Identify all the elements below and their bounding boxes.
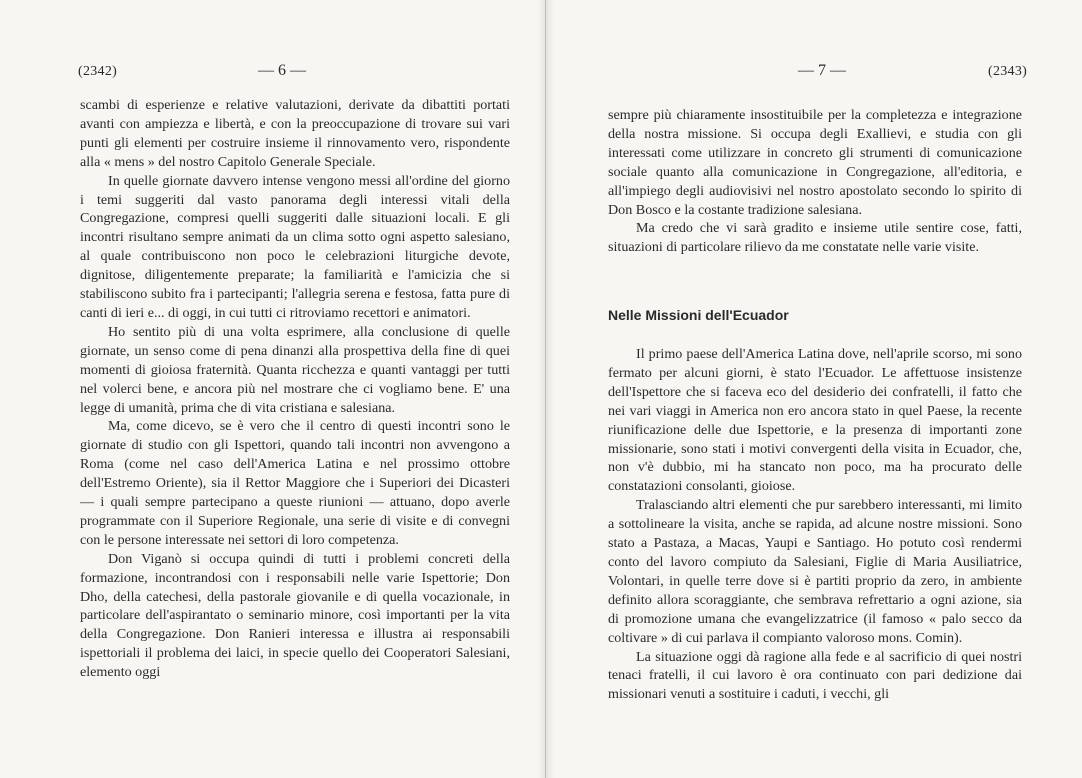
left-body-text — [80, 96, 510, 682]
paragraph: In quelle giornate davvero intense vengono messi all'ordine del giorno i temi suggeriti dal vasto panorama degli interessi vitali della Congregazione, compresi quelli suggeriti dalle situazioni locali. E gli incontri risultano sempre animati da un clima sotto ogni aspetto salesiano, al quale contribuiscono non poco le celebrazioni liturgiche devote, dignitose, diligentemente preparate; la familiarità e l'amicizia che si stabiliscono subito fra i partecipanti; l'allegria serena e festosa, fatta pure di canti di ieri e... di oggi, in cui tutti ci ritroviamo recettori e animatori. — [80, 172, 510, 321]
paragraph: sempre più chiaramente insostituibile per la completezza e integrazione della nostra missione. Si occupa degli Exallievi, e studia con gli interessati come utilizzare in concreto gli strumenti di comunicazione sociale quanto alla comunicazione in Congregazione, all'editoria, e all'impiego degli audiovisivi nel nostro apostolato secondo lo spirito di Don Bosco e la costante tradizione salesiana. — [608, 107, 1022, 218]
right-archive-number: (2343) — [988, 64, 1028, 79]
paragraph: Il primo paese dell'America Latina dove, nell'aprile scorso, mi sono fermato per alcuni giorni, è stato l'Ecuador. Le affettuose insistenze dell'Ispettore che si faceva eco del desiderio dei confratelli, il fatto che nei vari viaggi in America non ero ancora stato in quel Paese, la recente riunificazione delle due Ispettorie, e la presenza di importanti zone missionarie, sono stati i motivi convergenti della visita in Ecuador, che, non v'è dubbio, mi ha stancato non poco, ma ha procurato delle constatazioni consolanti, gioiose. — [608, 346, 1022, 495]
paragraph: Tralasciando altri elementi che pur sarebbero interessanti, mi limito a sottolineare la visita, anche se rapida, ad alcune nostre missioni. Sono stato a Pastaza, a Macas, Yaupi e Santiago. Ho potuto così rendermi conto del lavoro compiuto da Salesiani, Figlie di Maria Ausiliatrice, Volontari, in quelle terre dove si è partiti proprio da zero, in ambiente definito allora scoraggiante, che sembrava refrettario a ogni azione, sia di promozione umana che evangelizzatrice (il famoso « palo secco da coltivare » di cui parlava il compianto valoroso mons. Comin). — [608, 497, 1022, 646]
right-page — [546, 0, 1082, 778]
paragraph: Ma credo che vi sarà gradito e insieme utile sentire cose, fatti, situazioni di particolare rilievo da me constatate nelle varie visite. — [608, 220, 1022, 256]
left-page-number: — 6 — — [258, 62, 306, 79]
paragraph: Ho sentito più di una volta esprimere, alla conclusione di quelle giornate, un senso come di pena dinanzi alla prospettiva della fine di quei momenti di gioiosa fraternità. Quanta ricchezza e quanti vantaggi per tutti nel volerci bene, e ancora più nel mostrare che ci vogliamo bene. E' una legge di umanità, prima che di vita cristiana e salesiana. — [80, 323, 510, 416]
left-archive-number: (2342) — [78, 64, 118, 79]
paragraph: Ma, come dicevo, se è vero che il centro di questi incontri sono le giornate di studio con gli Ispettori, quando tali incontri non avvengono a Roma (come nel caso dell'America Latina e nel prossimo ottobre dell'Estremo Oriente), sia il Rettor Maggiore che i Superiori dei Dicasteri — i quali sempre partecipano a queste riunioni — attuano, dopo averle programmate con il Superiore Regionale, una serie di visite e di convegni con le persone interessate nei settori di loro competenza. — [80, 418, 510, 548]
section-heading: Nelle Missioni dell'Ecuador — [608, 307, 789, 323]
right-page-number: — 7 — — [798, 62, 846, 79]
right-body-text-bottom — [608, 345, 1022, 704]
right-body-text-top — [608, 106, 1022, 257]
paragraph: Don Viganò si occupa quindi di tutti i problemi concreti della formazione, incontrandosi con i responsabili nelle varie Ispettorie; Don Dho, della catechesi, della pastorale giovanile e di quella vocazionale, in particolare dell'aspirantato o seminario minore, così importanti per la vita della Congregazione. Don Ranieri interessa e illustra ai responsabili ispettoriali il problema dei laici, in specie quello dei Cooperatori Salesiani, elemento oggi — [80, 550, 510, 681]
paragraph: La situazione oggi dà ragione alla fede e al sacrificio di quei nostri tenaci fratelli, il cui lavoro è ora continuato con pari dedizione dai missionari venuti a sostituire i caduti, i vecchi, gli — [608, 648, 1022, 703]
paragraph: scambi di esperienze e relative valutazioni, derivate da dibattiti portati avanti con ampiezza e libertà, e con la preoccupazione di trovare sui vari punti gli elementi per costruire insieme il rinnovamento vero, rispondente alla « mens » del nostro Capitolo Generale Speciale. — [80, 97, 510, 170]
